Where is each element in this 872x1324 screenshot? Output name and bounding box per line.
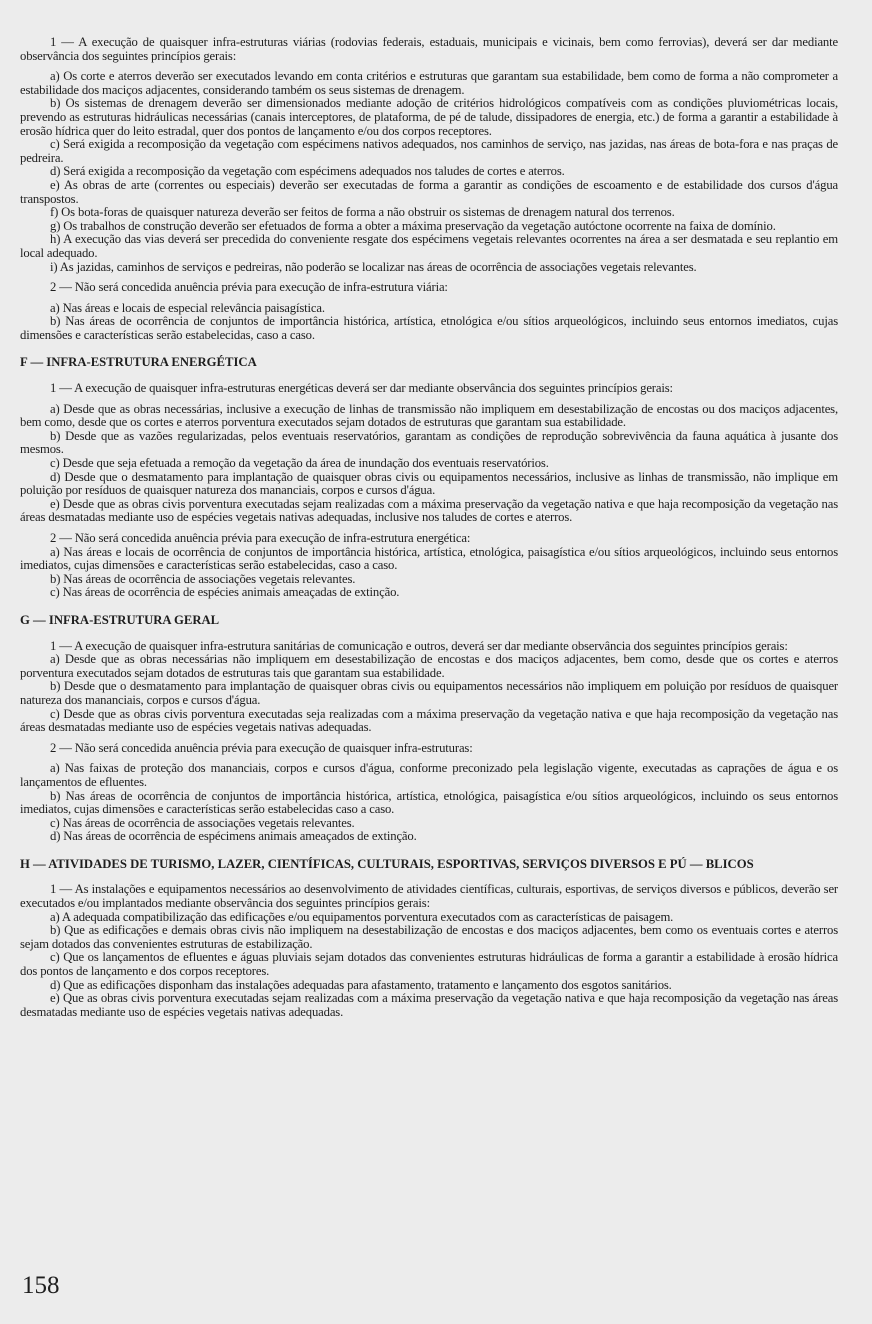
g-item-2a: a) Nas faixas de proteção dos mananciais, corpos e cursos d'água, conforme preconizado pela legislação vigente, executadas as caprações de água e os lançamentos de efluentes. [20,761,838,789]
h-item-1d: d) Que as edificações disponham das instalações adequadas para afastamento, tratamento e lançamento dos esgotos sanitários. [50,977,672,992]
e-item-1f: f) Os bota-foras de quaisquer natureza deverão ser feitos de forma a não obstruir os sistemas de drenagem natural dos terrenos. [50,205,675,220]
f-item-2: 2 — Não será concedida anuência prévia para execução de infra-estrutura energética: [50,531,471,545]
f-item-1: 1 — A execução de quaisquer infra-estruturas energéticas deverá ser dar mediante observância dos seguintes princípios gerais: [50,381,673,396]
g-item-2c: c) Nas áreas de ocorrência de associações vegetais relevantes. [50,815,355,830]
h-item-1c: c) Que os lançamentos de efluentes e águas pluviais sejam dotados das convenientes estruturas hidráulicas de forma a garantir a estabilidade à erosão hídrica dos pontos de lançamento e dos corpos receptores. [20,950,838,979]
g-item-2: 2 — Não será concedida anuência prévia para execução de quaisquer infra-estruturas: [50,740,473,755]
h-item-1b: b) Que as edificações e demais obras civis não impliquem na desestabilização de encostas e dos maciços adjacentes, bem como os eventuais cortes e aterros sejam dotados das convenientes estruturas de estabilização. [20,923,838,951]
f-item-1a: a) Desde que as obras necessárias, inclusive a execução de linhas de transmissão não impliquem em desestabilização de encostas ou dos maciços adjacentes, bem como, desde que os cortes e aterros porventura executados sejam dotados de estruturas que garantam sua estabilidade. [20,401,838,430]
f-item-1e: e) Desde que as obras civis porventura executadas sejam realizadas com a máxima preservação da vegetação nativa e que haja recomposição da vegetação nas áreas desmatadas mediante uso de espécies vegetais nativas adequadas, inclusive nos taludes de cortes e aterros. [20,496,838,525]
e-item-1a: a) Os corte e aterros deverão ser executados levando em conta critérios e estruturas que garantam sua estabilidade, bem como de forma a não comprometer a estabilidade dos maciços adjacentes, considerando também os seus sistemas de drenagem. [20,69,838,97]
g-item-1: 1 — A execução de quaisquer infra-estrutura sanitárias de comunicação e outros, deverá ser dar mediante observância dos seguintes princípios gerais: [50,638,788,653]
f-item-1c: c) Desde que seja efetuada a remoção da vegetação da área de inundação dos eventuais reservatórios. [50,456,549,471]
section-h-title: H — ATIVIDADES DE TURISMO, LAZER, CIENTÍFICAS, CULTURAIS, ESPORTIVAS, SERVIÇOS DIVERSOS E PÚ — BLICOS [20,856,754,871]
e-item-1: 1 — A execução de quaisquer infra-estruturas viárias (rodovias federais, estaduais, municipais e vicinais, bem como ferrovias), deverá ser dar mediante observância dos seguintes princípios gerais: [20,35,838,63]
e-item-1g: g) Os trabalhos de construção deverão ser efetuados de forma a obter a máxima preservação da vegetação autóctone ocorrente na faixa de domínio. [50,218,776,233]
h-item-1: 1 — As instalações e equipamentos necessários ao desenvolvimento de atividades científicas, culturais, esportivas, de serviços diversos e públicos, deverão ser executados e/ou implantados mediante observância dos seguintes princípios gerais: [20,882,838,911]
e-item-1i: i) As jazidas, caminhos de serviços e pedreiras, não poderão se localizar nas áreas de ocorrência de associações vegetais relevantes. [50,259,697,274]
f-item-2b: b) Nas áreas de ocorrência de associações vegetais relevantes. [50,571,356,586]
f-item-2a: a) Nas áreas e locais de ocorrência de conjuntos de importância histórica, artística, etnológica, paisagística e/ou sítios arqueológicos, incluindo seus entornos imediatos, cujas dimensões e características serão estabelecidas, caso a caso. [20,544,838,573]
e-item-2a: a) Nas áreas e locais de especial relevância paisagística. [50,300,325,315]
h-item-1e: e) Que as obras civis porventura executadas sejam realizadas com a máxima preservação da vegetação nativa e que haja recomposição da vegetação nas áreas desmatadas mediante uso de espécies vegetais nativas adequadas. [20,991,838,1019]
g-item-2d: d) Nas áreas de ocorrência de espécimens animais ameaçados de extinção. [50,829,417,844]
document-body [20,36,838,1019]
e-item-1c: c) Será exigida a recomposição da vegetação com espécimens nativos adequados, nos caminhos de serviço, nas jazidas, nas áreas de bota-fora e nas praças de pedreira. [20,137,838,165]
section-f-title: F — INFRA-ESTRUTURA ENERGÉTICA [20,355,257,370]
g-item-1b: b) Desde que o desmatamento para implantação de quaisquer obras civis ou equipamentos necessários não impliquem em poluição por resíduos de quaisquer natureza dos mananciais, corpos e cursos d'água. [20,679,838,707]
e-item-1h: h) A execução das vias deverá ser precedida do conveniente resgate dos espécimens vegetais relevantes ocorrentes na área a ser desmatada e seu replantio em local adequado. [20,232,838,260]
g-item-1c: c) Desde que as obras civis porventura executadas seja realizadas com a máxima preservação da vegetação nativa e que haja recomposição da vegetação nas áreas desmatadas mediante uso de espécies vegetais nativas adequadas. [20,706,838,735]
e-item-2b: b) Nas áreas de ocorrência de conjuntos de importância histórica, artística, etnológica e/ou sítios arqueológicos, incluindo seus entornos imediatos, cujas dimensões e características serão estabelecidas, caso a caso. [20,314,838,342]
e-item-1d: d) Será exigida a recomposição da vegetação com espécimens adequados nos taludes de cortes e aterros. [50,164,565,179]
f-item-2c: c) Nas áreas de ocorrência de espécies animais ameaçadas de extinção. [50,585,400,600]
f-item-1d: d) Desde que o desmatamento para implantação de quaisquer obras civis ou equipamentos necessários, inclusive as linhas de transmissão, não implique em poluição por resíduos de quaisquer natureza dos mananciais, corpos e cursos d'água. [20,469,838,498]
e-item-2: 2 — Não será concedida anuência prévia para execução de infra-estrutura viária: [50,280,448,295]
g-item-1a: a) Desde que as obras necessárias não impliquem em desestabilização de encostas e dos maciços adjacentes, bem como, desde que os cortes e aterros porventura executados sejam dotados de estruturas tais que garantam sua estabilidade. [20,652,838,680]
f-item-1b: b) Desde que as vazões regularizadas, pelos eventuais reservatórios, garantam as condições de reprodução sobrevivência da fauna aquática à jusante dos mesmos. [20,428,838,457]
g-item-2b: b) Nas áreas de ocorrência de conjuntos de importância histórica, artística, etnológica, paisagística e/ou sítios arqueológicos, incluindo os seus entornos imediatos, cujas dimensões e características serão estabelecidas caso a caso. [20,788,838,817]
e-item-1b: b) Os sistemas de drenagem deverão ser dimensionados mediante adoção de critérios hidrológicos compatíveis com as condições pluviométricas locais, prevendo as estruturas hidráulicas necessárias (canais interceptores, de plataforma, de pé de talude, dissipadores de energia, etc.) de forma a garantir a estabilidade à erosão hídrica quer do leito estradal, quer dos pontos de lançamento e/ou dos corpos receptores. [20,96,838,138]
section-g-title: G — INFRA-ESTRUTURA GERAL [20,612,220,627]
e-item-1e: e) As obras de arte (correntes ou especiais) deverão ser executadas de forma a garantir as condições de escoamento e de estabilidade dos cursos d'água transpostos. [20,177,838,206]
h-item-1a: a) A adequada compatibilização das edificações e/ou equipamentos porventura executados com as características de paisagem. [50,909,674,924]
page-number: 158 [22,1272,60,1299]
